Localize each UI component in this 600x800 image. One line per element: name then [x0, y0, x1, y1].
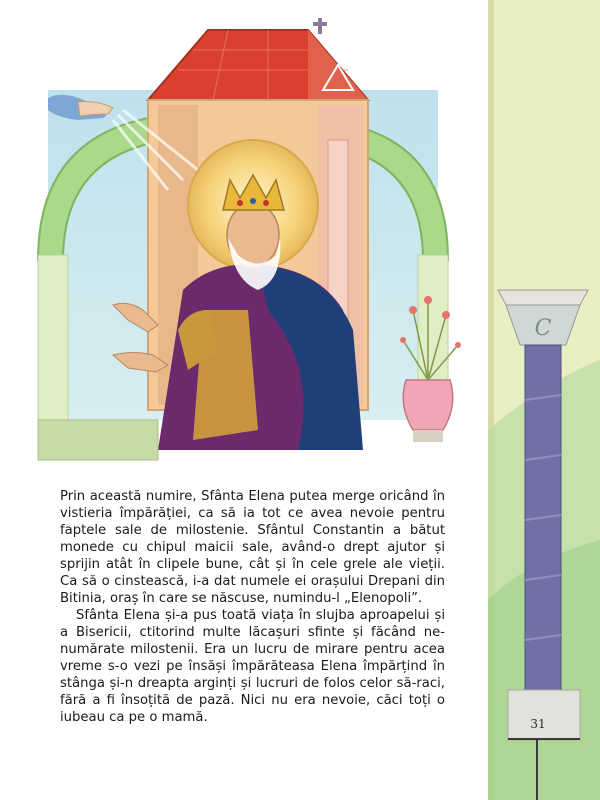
page-number-line: [536, 740, 538, 800]
body-text: [60, 488, 445, 726]
paragraph: Sfânta Elena și-a pus toată viața în slujba aproapelui și a Bisericii, ctitorind multe lăcașuri sfinte și făcând ne-numărate milostenii. Era un lucru de mirare pentru acea vreme s-o vezi pe însăși împărăteasa Elena împărțind în stânga și-n dreapta arginți și lucruri de folos celor să-raci, fără a fi însoțită de pază. Nici nu era nevoie, căci toți o iubeau ca pe o mamă.: [60, 608, 445, 725]
cross-icon: [313, 18, 327, 34]
paragraph: Prin această numire, Sfânta Elena putea merge oricând în vistieria împărăției, ca să ia tot ce avea nevoie pentru faptele sale de milostenie. Sfântul Constantin a bătut monede cu chipul maicii sale, având-o drept ajutor și sprijin atât în clipele bune, cât și în cele grele ale vieții. Ca să o cinstească, i-a dat numele ei orașului Drepani din Bitinia, oraș în care se născuse, numindu-l „Elenopoli”.: [60, 489, 445, 606]
lower-wall: [38, 420, 158, 460]
column-capital-letter: C: [534, 316, 552, 341]
decorative-sidebar: [488, 0, 600, 800]
base-underline: [508, 738, 580, 740]
left-wall: [38, 255, 68, 425]
column-base: [508, 690, 580, 740]
column-capital-top: [498, 290, 588, 305]
page-number: 31: [530, 717, 546, 731]
saint-helena-illustration: [18, 10, 463, 470]
